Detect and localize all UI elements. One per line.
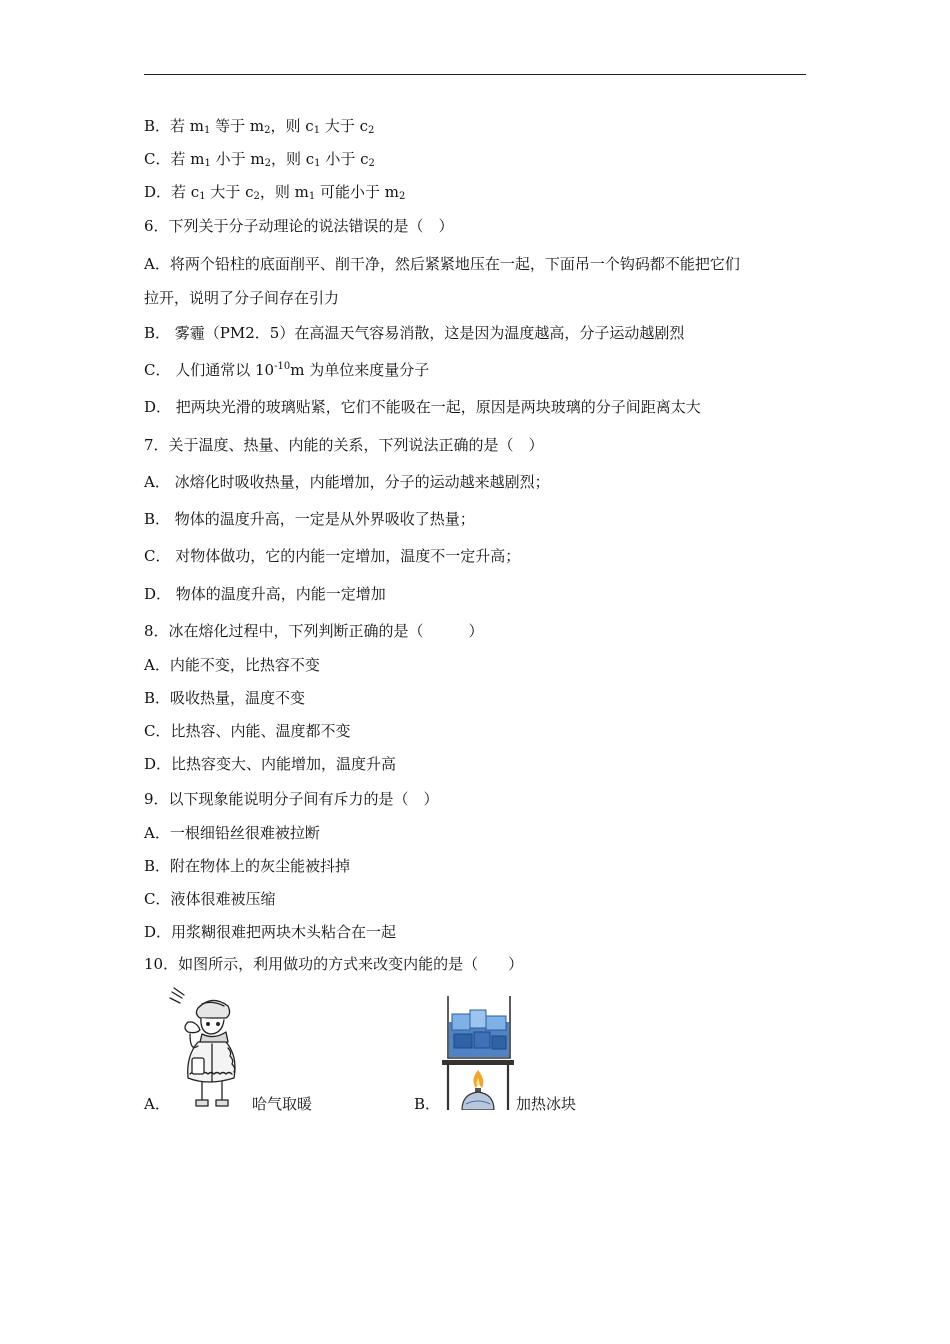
person-breathing-on-hands-figure — [168, 986, 250, 1110]
q9-option-c: C．液体很难被压缩 — [144, 890, 276, 908]
q10-option-b-letter: B． — [414, 1095, 441, 1113]
q7-option-b: B． 物体的温度升高，一定是从外界吸收了热量； — [144, 510, 475, 528]
header-rule — [144, 74, 806, 75]
q8-option-b: B．吸收热量，温度不变 — [144, 689, 306, 707]
q7-option-c: C． 对物体做功，它的内能一定增加，温度不一定升高； — [144, 547, 521, 565]
q10-option-a-caption: 哈气取暖 — [252, 1095, 313, 1113]
q5-option-b: B．若 $m_1$ 等于 $m_2$，则 $c_1$ 大于 $c_2$ — [144, 117, 375, 136]
q10-option-b-caption: 加热冰块 — [516, 1095, 577, 1113]
q6-stem: 6．下列关于分子动理论的说法错误的是（ ） — [144, 217, 454, 235]
q6-option-d: D． 把两块光滑的玻璃贴紧，它们不能吸在一起，原因是两块玻璃的分子间距离太大 — [144, 398, 701, 416]
q9-option-b: B．附在物体上的灰尘能被抖掉 — [144, 857, 351, 875]
q7-stem: 7．关于温度、热量、内能的关系，下列说法正确的是（ ） — [144, 436, 544, 454]
q9-stem: 9．以下现象能说明分子间有斥力的是（ ） — [144, 790, 439, 808]
q9-option-d: D．用浆糊很难把两块木头粘合在一起 — [144, 923, 397, 941]
q5-option-c: C．若 $m_1$ 小于 $m_2$，则 $c_1$ 小于 $c_2$ — [144, 150, 375, 169]
q8-option-a: A．内能不变，比热容不变 — [144, 656, 320, 674]
q5-option-d: D．若 $c_1$ 大于 $c_2$，则 $m_1$ 可能小于 $m_2$ — [144, 183, 406, 202]
q6-option-b: B． 雾霾（PM2．5）在高温天气容易消散，这是因为温度越高，分子运动越剧烈 — [144, 324, 685, 342]
q10-option-a-letter: A． — [144, 1095, 170, 1113]
q6-option-a-line1: A．将两个铅柱的底面削平、削干净，然后紧紧地压在一起，下面吊一个钩码都不能把它们 — [144, 255, 740, 273]
q8-stem: 8．冰在熔化过程中，下列判断正确的是（ ） — [144, 622, 484, 640]
q10-stem: 10．如图所示，利用做功的方式来改变内能的是（ ） — [144, 955, 524, 973]
q8-option-d: D．比热容变大、内能增加，温度升高 — [144, 755, 397, 773]
q7-option-d: D． 物体的温度升高，内能一定增加 — [144, 585, 386, 603]
q7-option-a: A． 冰熔化时吸收热量，内能增加，分子的运动越来越剧烈； — [144, 473, 550, 491]
q9-option-a: A．一根细铅丝很难被拉断 — [144, 824, 320, 842]
heating-ice-beaker-figure — [440, 994, 516, 1110]
q8-option-c: C．比热容、内能、温度都不变 — [144, 722, 351, 740]
q6-option-c: C． 人们通常以 $10^{-10}m$ 为单位来度量分子 — [144, 361, 430, 379]
q6-option-a-line2: 拉开，说明了分子间存在引力 — [144, 289, 340, 307]
